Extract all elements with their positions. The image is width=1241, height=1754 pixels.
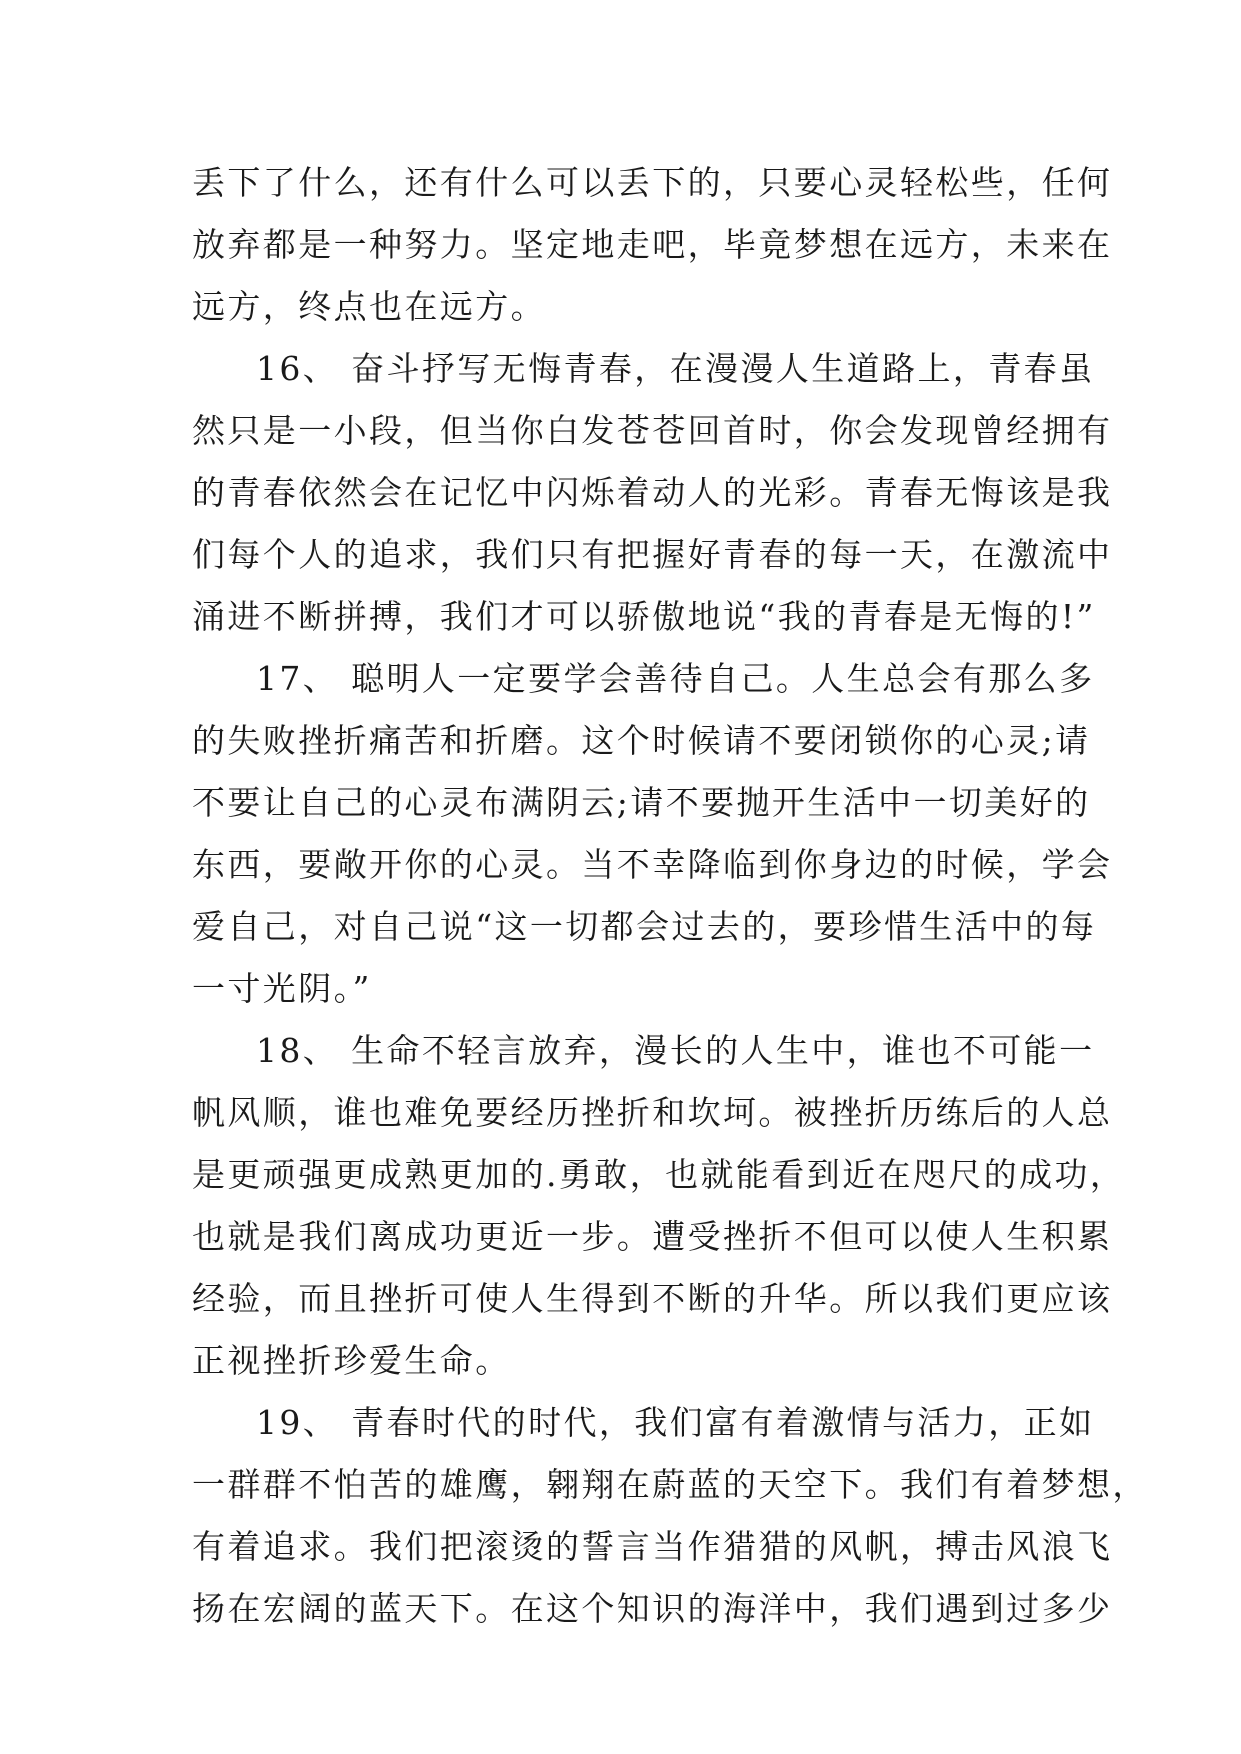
text-line: 不要让自己的心灵布满阴云;请不要抛开生活中一切美好的: [192, 783, 1091, 822]
text-line: 放弃都是一种努力。坚定地走吧，毕竟梦想在远方，未来在: [192, 225, 1113, 264]
text-line: 18、 生命不轻言放弃，漫长的人生中，谁也不可能一: [256, 1031, 1095, 1070]
text-line: 丢下了什么，还有什么可以丢下的，只要心灵轻松些，任何: [192, 163, 1113, 202]
text-line: 经验，而且挫折可使人生得到不断的升华。所以我们更应该: [192, 1279, 1113, 1318]
text-line: 然只是一小段，但当你白发苍苍回首时，你会发现曾经拥有: [192, 411, 1113, 450]
text-line: 远方，终点也在远方。: [192, 287, 546, 326]
text-line: 16、 奋斗抒写无悔青春，在漫漫人生道路上，青春虽: [256, 349, 1095, 388]
text-line: 涌进不断拼搏，我们才可以骄傲地说“我的青春是无悔的!”: [192, 597, 1096, 636]
text-line: 的青春依然会在记忆中闪烁着动人的光彩。青春无悔该是我: [192, 473, 1113, 512]
text-line: 一群群不怕苦的雄鹰，翱翔在蔚蓝的天空下。我们有着梦想，: [192, 1465, 1148, 1504]
text-line: 一寸光阴。”: [192, 969, 372, 1008]
text-line: 17、 聪明人一定要学会善待自己。人生总会有那么多: [256, 659, 1095, 698]
text-line: 19、 青春时代的时代，我们富有着激情与活力，正如: [256, 1403, 1095, 1442]
text-line: 有着追求。我们把滚烫的誓言当作猎猎的风帆，搏击风浪飞: [192, 1527, 1113, 1566]
text-line: 东西，要敞开你的心灵。当不幸降临到你身边的时候，学会: [192, 845, 1113, 884]
text-line: 正视挫折珍爱生命。: [192, 1341, 511, 1380]
text-line: 帆风顺，谁也难免要经历挫折和坎坷。被挫折历练后的人总: [192, 1093, 1113, 1132]
text-line: 是更顽强更成熟更加的.勇敢，也就能看到近在咫尺的成功，: [192, 1155, 1126, 1194]
paragraph-17: [192, 648, 1113, 1020]
paragraph-19: [192, 1392, 1148, 1640]
text-line: 爱自己，对自己说“这一切都会过去的，要珍惜生活中的每: [192, 907, 1097, 946]
text-line: 们每个人的追求，我们只有把握好青春的每一天，在激流中: [192, 535, 1113, 574]
paragraph-18: [192, 1020, 1126, 1392]
text-line: 的失败挫折痛苦和折磨。这个时候请不要闭锁你的心灵;请: [192, 721, 1091, 760]
paragraph-15-continued: [192, 152, 1113, 338]
paragraph-16: [192, 338, 1113, 648]
text-line: 扬在宏阔的蓝天下。在这个知识的海洋中，我们遇到过多少: [192, 1589, 1113, 1628]
text-line: 也就是我们离成功更近一步。遭受挫折不但可以使人生积累: [192, 1217, 1113, 1256]
document-body: [192, 152, 1148, 1640]
